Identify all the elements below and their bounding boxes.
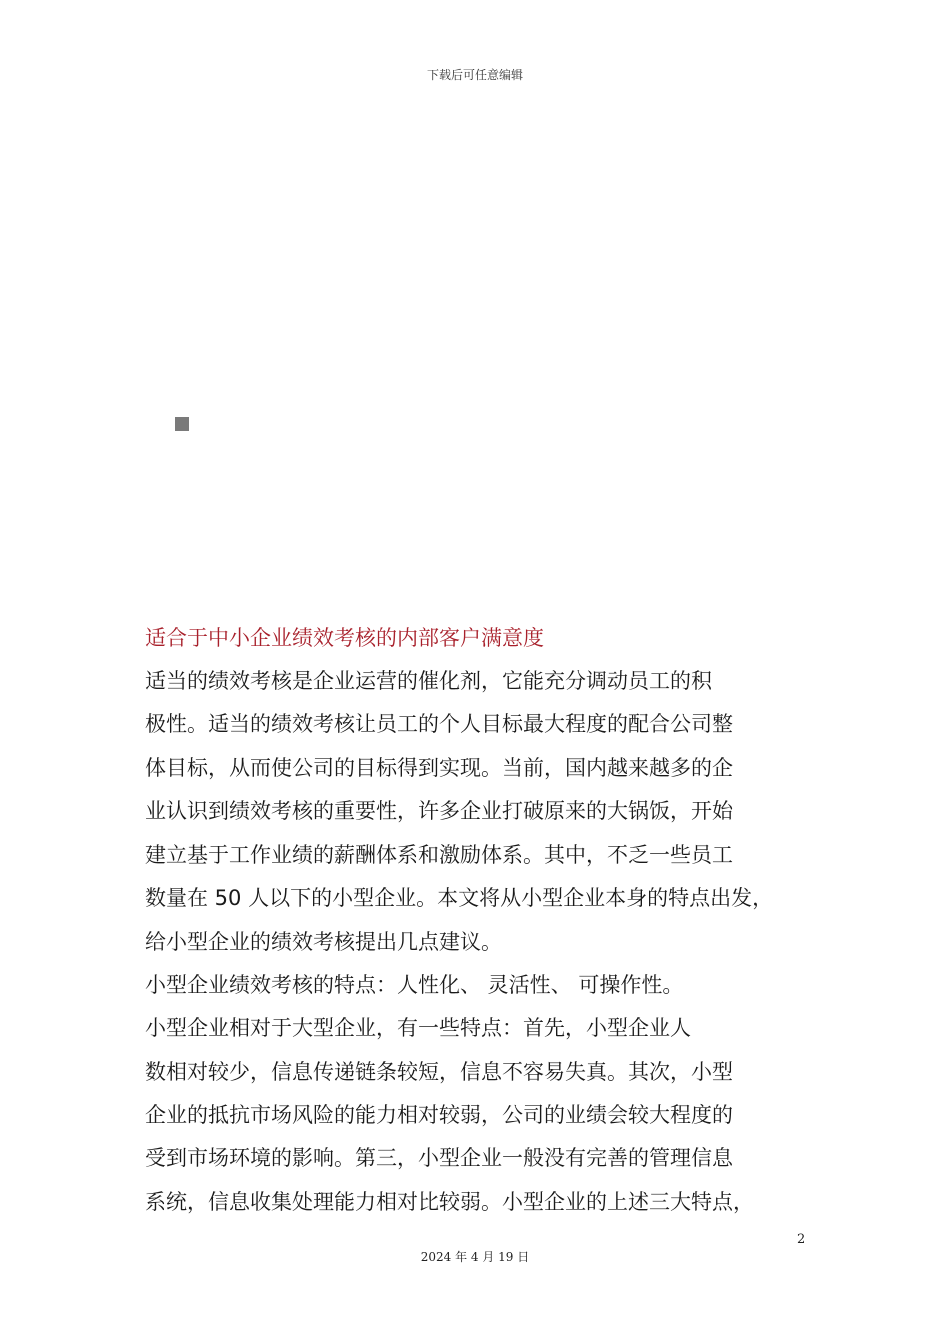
body-line: 企业的抵抗市场风险的能力相对较弱，公司的业绩会较大程度的 [145,1103,733,1127]
body-line: 小型企业相对于大型企业，有一些特点：首先，小型企业人 [145,1016,691,1040]
body-line: 体目标，从而使公司的目标得到实现。当前，国内越来越多的企 [145,756,733,780]
document-title: 适合于中小企业绩效考核的内部客户满意度 [145,626,544,650]
body-line: 给小型企业的绩效考核提出几点建议。 [145,930,502,954]
body-line: 受到市场环境的影响。第三，小型企业一般没有完善的管理信息 [145,1146,733,1170]
page-number: 2 [797,1232,806,1247]
header-note: 下载后可任意编辑 [426,68,523,82]
body-line: 小型企业绩效考核的特点：人性化、 灵活性、 可操作性。 [145,973,684,997]
footer-date: 2024 年 4 月 19 日 [420,1250,530,1264]
body-line: 建立基于工作业绩的薪酬体系和激励体系。其中，不乏一些员工 [145,843,733,867]
body-line: 适当的绩效考核是企业运营的催化剂，它能充分调动员工的积 [145,669,712,693]
body-line: 数相对较少，信息传递链条较短，信息不容易失真。其次，小型 [145,1060,733,1084]
body-line: 极性。适当的绩效考核让员工的个人目标最大程度的配合公司整 [145,712,733,736]
bullet-square-icon [175,417,189,431]
body-line: 业认识到绩效考核的重要性，许多企业打破原来的大锅饭，开始 [145,799,733,823]
body-line: 数量在 50 人以下的小型企业。本文将从小型企业本身的特点出发， [145,886,774,910]
body-line: 系统，信息收集处理能力相对比较弱。小型企业的上述三大特点， [145,1190,754,1214]
